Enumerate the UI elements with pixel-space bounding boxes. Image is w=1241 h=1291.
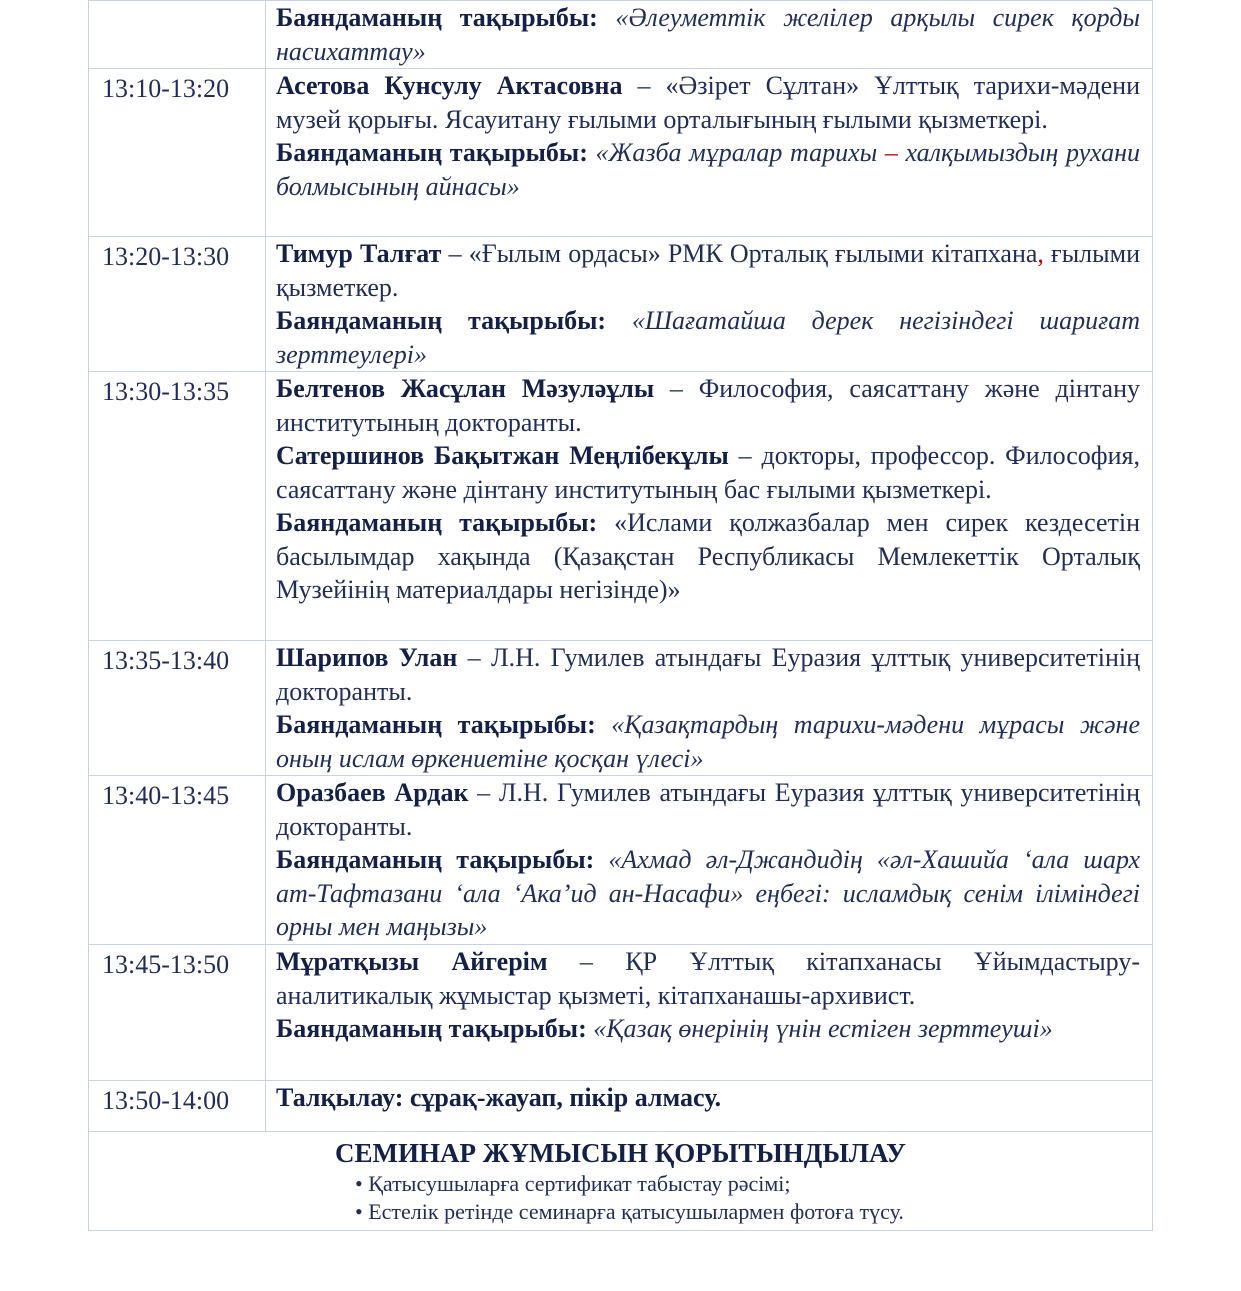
content-cell <box>266 1081 1153 1132</box>
summary-title: СЕМИНАР ЖҰМЫСЫН ҚОРЫТЫНДЫЛАУ <box>335 1138 906 1168</box>
time-cell: 13:45-13:50 <box>89 945 266 1081</box>
content-cell <box>266 641 1153 776</box>
topic-title: «Әлеуметтік желілер арқылы сирек қорды насихаттау» <box>276 3 1140 66</box>
content-cell <box>266 945 1153 1081</box>
topic-title: «Жазба мұралар тарихы <box>595 138 885 167</box>
speaker-paragraph <box>276 776 1140 843</box>
topic-label: Баяндаманың тақырыбы: <box>276 508 598 537</box>
summary-row <box>89 1132 1153 1231</box>
table-row <box>89 641 1153 776</box>
discussion-text: Талқылау: сұрақ-жауап, пікір алмасу. <box>276 1083 722 1112</box>
time-cell: 13:10-13:20 <box>89 69 266 237</box>
speaker-paragraph <box>276 69 1140 136</box>
speaker-paragraph <box>276 372 1140 439</box>
topic-title-end: халқымыздың рухани болмысының айнасы» <box>276 138 1140 201</box>
table-row <box>89 372 1153 641</box>
topic-label: Баяндаманың тақырыбы: <box>276 845 595 874</box>
speaker-paragraph <box>276 641 1140 708</box>
topic-title: «Қазақ өнерінің үнін естіген зерттеуші» <box>586 1014 1053 1043</box>
topic-label: Баяндаманың тақырыбы: <box>276 710 596 739</box>
speaker-paragraph <box>276 237 1140 304</box>
speaker-paragraph <box>276 945 1140 1012</box>
topic-paragraph <box>276 1012 1140 1046</box>
topic-label: Баяндаманың тақырыбы: <box>276 3 598 32</box>
topic-title: «Ислами қолжазбалар мен сирек кездесетін басылымдар хақында (Қазақстан Республикасы Мемлекеттік Орталық Музейінің материалдары негізінде)» <box>276 508 1140 604</box>
speaker-name: Белтенов Жасұлан Мәзуләұлы <box>276 374 655 403</box>
time-cell: 13:20-13:30 <box>89 237 266 372</box>
topic-label: Баяндаманың тақырыбы: <box>276 138 588 167</box>
topic-paragraph <box>276 136 1140 203</box>
topic-paragraph <box>276 506 1140 607</box>
topic-paragraph <box>276 843 1140 944</box>
speaker-name: Сатершинов Бақытжан Меңлібекұлы <box>276 441 729 470</box>
table-row <box>89 69 1153 237</box>
speaker-affiliation: – Философия, саясаттану және дінтану институтының докторанты. <box>276 374 1140 437</box>
speaker-position: ғылыми қызметкер. <box>276 239 1140 302</box>
speaker-name: Асетова Кунсулу Актасовна <box>276 71 623 100</box>
speaker-name: Шарипов Улан <box>276 643 458 672</box>
topic-label: Баяндаманың тақырыбы: <box>276 1014 587 1043</box>
topic-title: «Қазақтардың тарихи-мәдени мұрасы және оның ислам өркениетіне қосқан үлесі» <box>276 710 1140 773</box>
topic-title: «Шағатайша дерек негізіндегі шариғат зерттеулері» <box>276 306 1140 369</box>
topic-title: «Ахмад әл-Джандидің «әл-Хашийа ‘ала шарх ат-Тафтазани ‘ала ‘Ака’ид ан-Насафи» еңбегі: исламдық сенім іліміндегі орны мен маңызы» <box>276 845 1140 941</box>
content-cell <box>266 1 1153 69</box>
speaker-affiliation: – «Әзірет Сұлтан» Ұлттық тарихи-мәдени музей қорығы. Ясауитану ғылыми орталығының ғылыми қызметкері. <box>276 71 1140 134</box>
summary-item: • Естелік ретінде семинарға қатысушылармен фотоға түсу. <box>355 1199 904 1224</box>
topic-label: Баяндаманың тақырыбы: <box>276 306 607 335</box>
speaker-name: Тимур Талғат <box>276 239 442 268</box>
program-table <box>88 0 1153 1231</box>
topic-paragraph <box>276 1 1140 68</box>
time-cell: 13:50-14:00 <box>89 1081 266 1132</box>
table-row <box>89 945 1153 1081</box>
topic-paragraph <box>276 708 1140 775</box>
table-row <box>89 1 1153 69</box>
discussion-paragraph <box>276 1081 1140 1115</box>
speaker-paragraph <box>276 439 1140 506</box>
content-cell <box>266 69 1153 237</box>
speaker-affiliation: – Л.Н. Гумилев атындағы Еуразия ұлттық университетінің докторанты. <box>276 778 1140 841</box>
speaker-affiliation: – ҚР Ұлттық кітапханасы Ұйымдастыру-аналитикалық жұмыстар қызметі, кітапханашы-архивист. <box>276 947 1140 1010</box>
red-comma: , <box>1037 239 1044 268</box>
time-cell: 13:40-13:45 <box>89 776 266 945</box>
time-cell <box>89 1 266 69</box>
speaker-name: Мұратқызы Айгерім <box>276 947 548 976</box>
content-cell <box>266 237 1153 372</box>
topic-dash: – <box>884 138 898 167</box>
topic-paragraph <box>276 304 1140 371</box>
time-cell: 13:30-13:35 <box>89 372 266 641</box>
summary-item: • Қатысушыларға сертификат табыстау рәсімі; <box>355 1171 791 1196</box>
summary-cell <box>89 1132 1153 1231</box>
table-row <box>89 237 1153 372</box>
table-row <box>89 1081 1153 1132</box>
speaker-affiliation: – докторы, профессор. Философия, саясаттану және дінтану институтының бас ғылыми қызметкері. <box>276 441 1141 504</box>
time-cell: 13:35-13:40 <box>89 641 266 776</box>
speaker-affiliation: – «Ғылым ордасы» РМК Орталық ғылыми кітапхана <box>441 239 1038 268</box>
content-cell <box>266 776 1153 945</box>
content-cell <box>266 372 1153 641</box>
speaker-name: Оразбаев Ардак <box>276 778 469 807</box>
table-row <box>89 776 1153 945</box>
speaker-affiliation: – Л.Н. Гумилев атындағы Еуразия ұлттық университетінің докторанты. <box>276 643 1140 706</box>
